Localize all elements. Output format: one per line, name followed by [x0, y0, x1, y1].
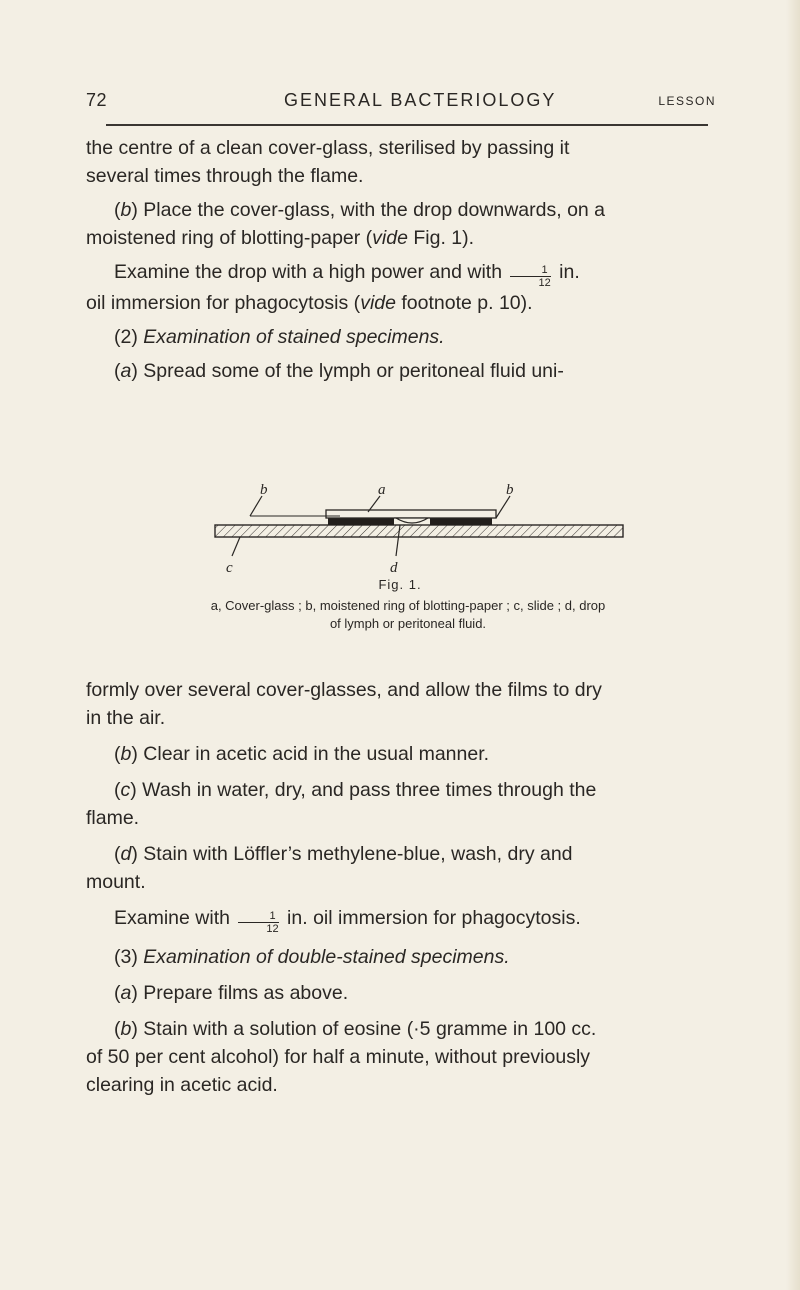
- label-b-left: b: [260, 482, 268, 498]
- lower-text-block: [86, 676, 712, 1099]
- paragraph-5: [86, 357, 712, 385]
- item-marker: (b): [114, 199, 138, 221]
- line: several times through the flame.: [86, 165, 364, 187]
- item-marker: (2): [114, 326, 138, 348]
- figure-caption: [128, 597, 688, 633]
- running-section: LESSON: [658, 94, 716, 108]
- line: in the air.: [86, 707, 166, 729]
- leader-c: [232, 537, 240, 556]
- line: in.: [553, 261, 580, 283]
- fraction-numerator: 1: [269, 910, 276, 922]
- caption-line: of lymph or peritoneal fluid.: [329, 616, 487, 631]
- paragraph-13: [86, 1015, 712, 1099]
- paragraph-1: [86, 134, 712, 190]
- fraction-denominator: 12: [510, 276, 550, 289]
- paragraph-8: [86, 776, 712, 832]
- item-marker: (d): [114, 843, 138, 865]
- line: mount.: [86, 871, 146, 893]
- paragraph-9: [86, 840, 712, 896]
- line: oil immersion for phagocytosis (: [86, 292, 361, 314]
- blotting-ring-left: [328, 518, 394, 525]
- paragraph-3: [86, 258, 712, 317]
- paragraph-10: [86, 904, 712, 935]
- figure-1-diagram: [200, 482, 630, 578]
- line: Stain with Löffler’s methylene-blue, wash, dry and: [137, 843, 573, 865]
- line: Clear in acetic acid in the usual manner.: [137, 743, 490, 765]
- paragraph-2: [86, 196, 712, 252]
- paragraph-6: [86, 676, 712, 732]
- line: the centre of a clean cover-glass, sterilised by passing it: [86, 137, 570, 159]
- upper-text-block: [86, 134, 712, 385]
- caption-line: a, Cover-glass ; b, moistened ring of blotting-paper ; c, slide ; d, drop: [210, 598, 606, 613]
- line: Place the cover-glass, with the drop downwards, on a: [137, 199, 606, 221]
- paragraph-7: [86, 740, 712, 768]
- header-rule: [106, 124, 708, 126]
- item-marker: (a): [114, 982, 138, 1004]
- line: Prepare films as above.: [137, 982, 349, 1004]
- line: Examine with: [114, 907, 236, 929]
- line: footnote p. 10).: [395, 292, 533, 314]
- line: formly over several cover-glasses, and allow the films to dry: [86, 679, 602, 701]
- leader-b-right: [496, 496, 510, 518]
- line: clearing in acetic acid.: [86, 1074, 278, 1096]
- vide-word: vide: [360, 292, 396, 314]
- label-b-right: b: [506, 482, 514, 498]
- line: Wash in water, dry, and pass three times through the: [136, 779, 597, 801]
- paragraph-4: [86, 323, 712, 351]
- line: flame.: [86, 807, 140, 829]
- label-a: a: [378, 482, 386, 498]
- drop: [396, 518, 428, 523]
- line: Stain with a solution of eosine (·5 gramme in 100 cc.: [137, 1018, 597, 1040]
- running-head: [86, 84, 716, 114]
- label-d: d: [390, 560, 398, 576]
- running-title: GENERAL BACTERIOLOGY: [284, 90, 557, 110]
- fraction-numerator: 1: [541, 264, 548, 276]
- paragraph-12: [86, 979, 712, 1007]
- item-marker: (b): [114, 743, 138, 765]
- page-edge-shadow: [786, 0, 800, 1290]
- blotting-ring-right: [430, 518, 492, 525]
- label-c: c: [226, 560, 233, 576]
- line: Spread some of the lymph or peritoneal fluid uni-: [137, 360, 564, 382]
- fraction: [510, 265, 550, 289]
- section-heading: Examination of double-stained specimens.: [143, 946, 510, 968]
- line: in. oil immersion for phagocytosis.: [281, 907, 581, 929]
- section-heading: Examination of stained specimens.: [143, 326, 445, 348]
- line: Examine the drop with a high power and with: [114, 261, 508, 283]
- fraction: [238, 911, 278, 935]
- page-number: 72: [86, 90, 108, 110]
- line: Fig. 1).: [407, 227, 475, 249]
- figure-title: Fig. 1.: [378, 577, 422, 592]
- cover-glass: [326, 510, 496, 518]
- slide: [215, 525, 623, 537]
- item-marker: (a): [114, 360, 138, 382]
- fraction-denominator: 12: [238, 922, 278, 935]
- paragraph-11: [86, 943, 712, 971]
- line: of 50 per cent alcohol) for half a minute, without previously: [86, 1046, 591, 1068]
- leader-b-left: [250, 496, 262, 516]
- item-marker: (c): [114, 779, 137, 801]
- line: moistened ring of blotting-paper (: [86, 227, 373, 249]
- item-marker: (3): [114, 946, 138, 968]
- vide-word: vide: [372, 227, 408, 249]
- item-marker: (b): [114, 1018, 138, 1040]
